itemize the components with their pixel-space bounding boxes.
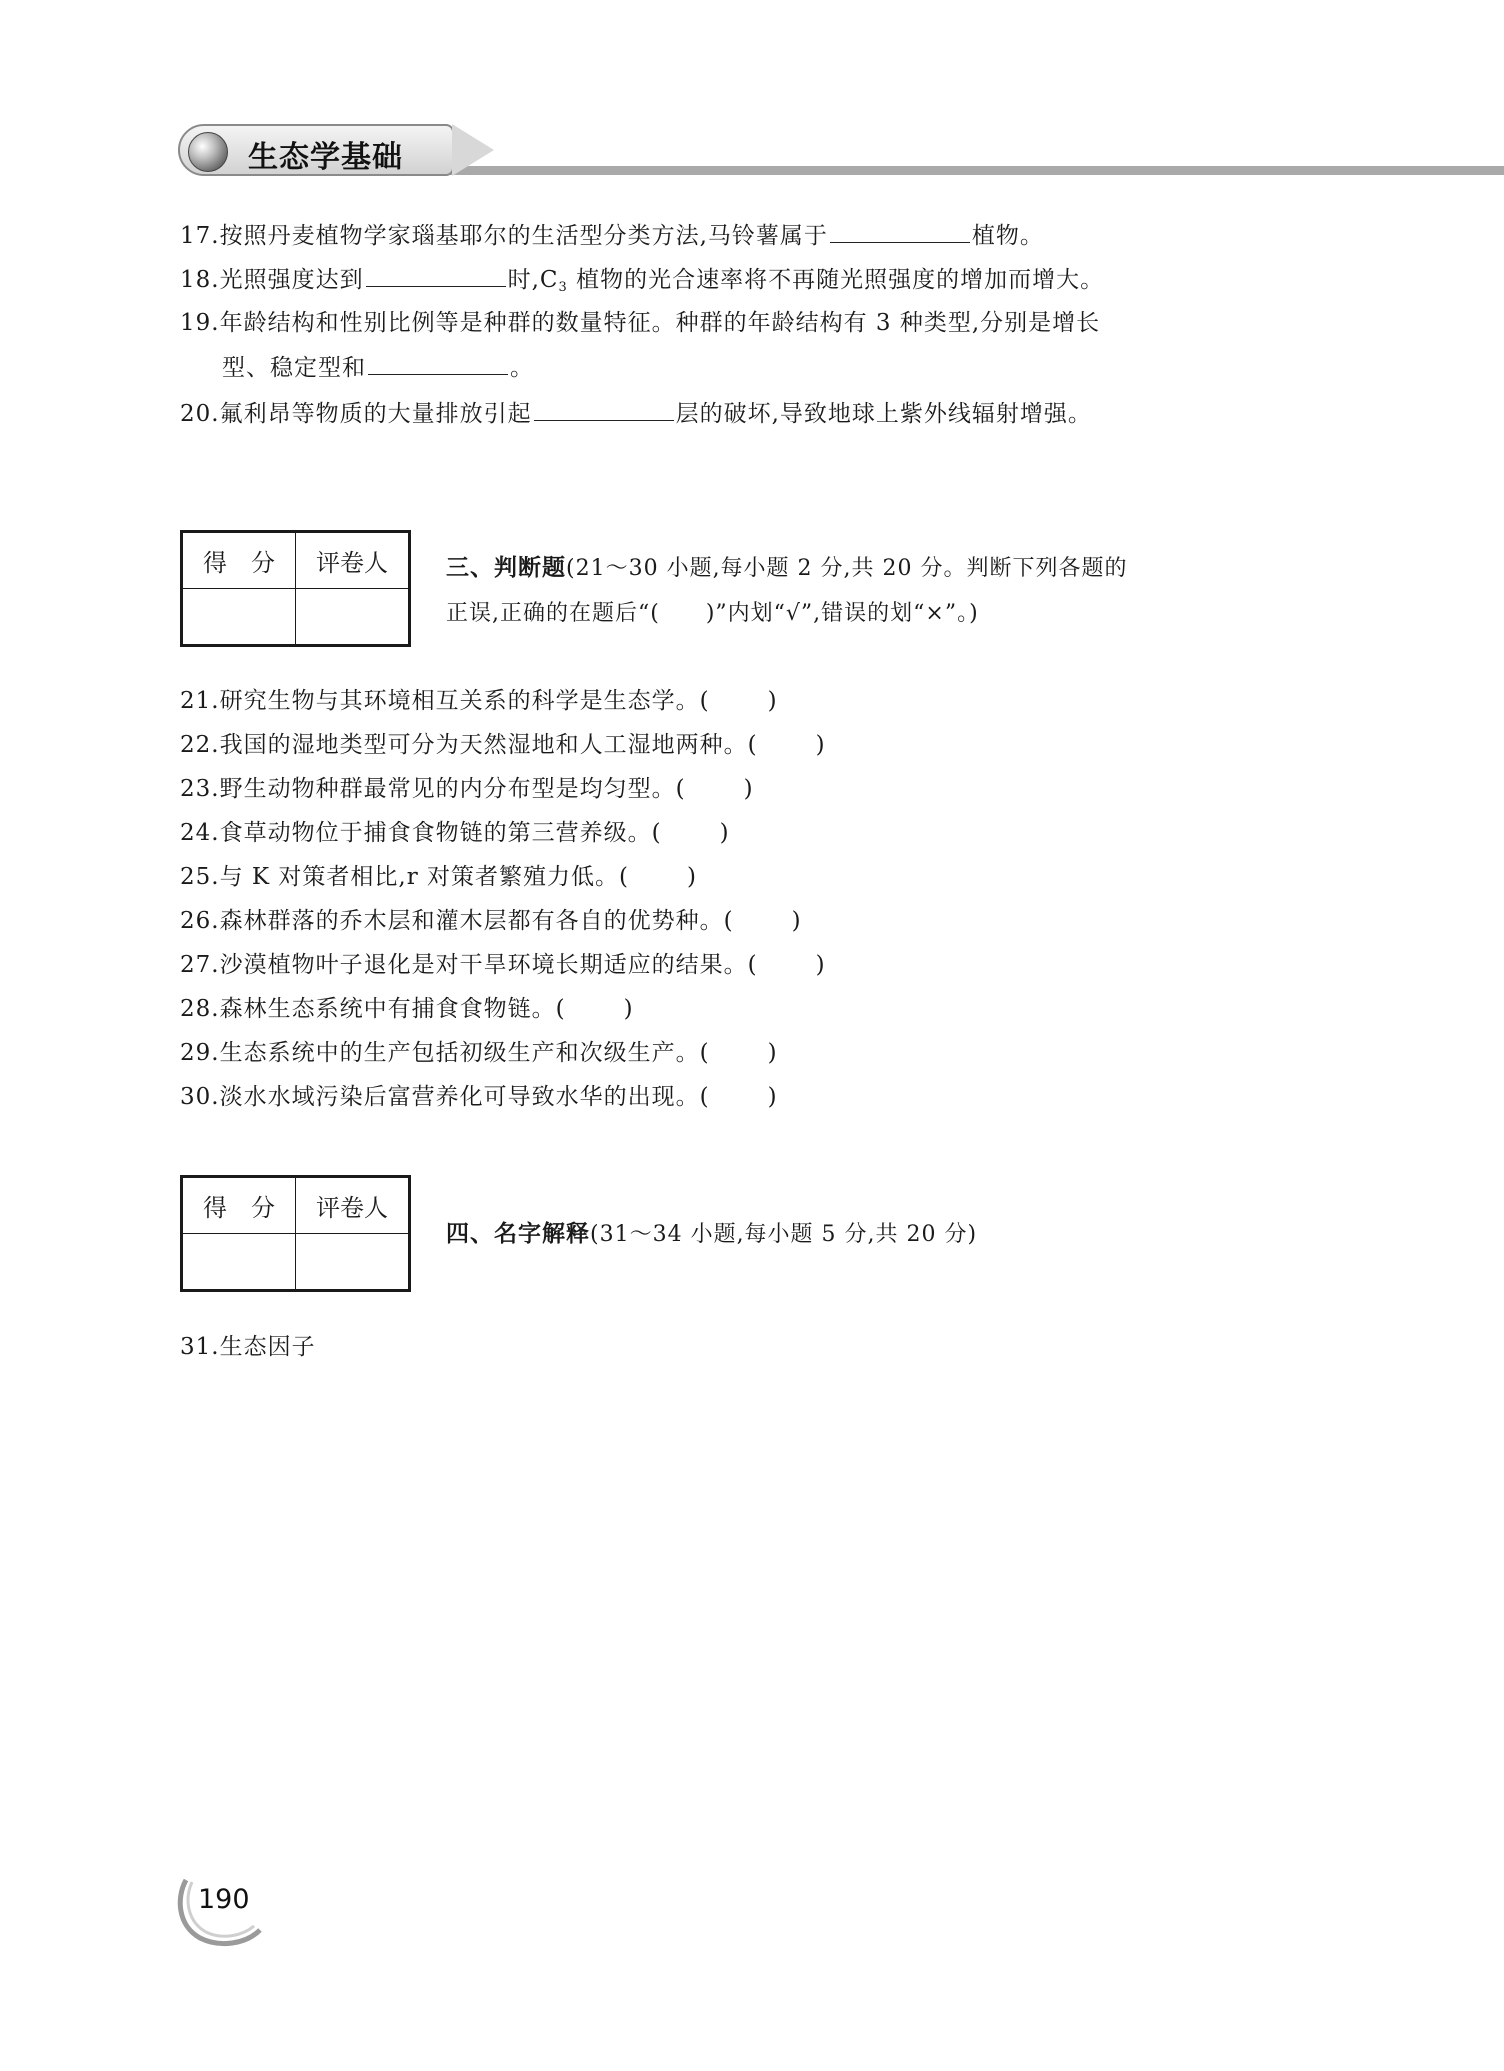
question-22: 22.我国的湿地类型可分为天然湿地和人工湿地两种。( )	[180, 732, 826, 758]
question-text: 19.年龄结构和性别比例等是种群的数量特征。种群的年龄结构有 3 种类型,分别是增长	[180, 310, 1101, 336]
question-text: 型、稳定型和	[222, 355, 366, 381]
section-title: 四、名字解释	[446, 1220, 590, 1247]
score-header: 得 分	[182, 532, 296, 589]
header-title: 生态学基础	[248, 140, 403, 175]
header-rule	[428, 166, 1504, 175]
section-4-heading	[446, 1211, 977, 1258]
question-20	[180, 398, 1092, 429]
score-header: 得 分	[182, 1177, 296, 1234]
section-3-desc	[446, 591, 979, 637]
question-text: 植物。	[971, 223, 1044, 249]
question-text: 时,C	[507, 267, 559, 293]
sphere-icon	[188, 132, 228, 172]
score-table-4	[180, 1175, 411, 1292]
section-desc: 正误,正确的在题后“( )”内划“√”,错误的划“×”。)	[446, 601, 979, 626]
answer-blank[interactable]	[368, 352, 508, 375]
question-28: 28.森林生态系统中有捕食食物链。( )	[180, 996, 634, 1022]
question-text: 17.按照丹麦植物学家瑙基耶尔的生活型分类方法,马铃薯属于	[180, 223, 828, 249]
question-30: 30.淡水水域污染后富营养化可导致水华的出现。( )	[180, 1084, 778, 1110]
page-number-text: 190	[198, 1884, 250, 1915]
question-17	[180, 220, 1044, 251]
question-18	[180, 264, 1104, 303]
section-desc: (31～34 小题,每小题 5 分,共 20 分)	[590, 1222, 978, 1247]
header-tab	[178, 124, 454, 176]
score-cell[interactable]	[182, 589, 296, 646]
question-text: 18.光照强度达到	[180, 267, 364, 293]
question-31: 31.生态因子	[180, 1334, 316, 1360]
section-3-heading	[446, 545, 1128, 592]
grader-cell[interactable]	[296, 589, 410, 646]
answer-blank[interactable]	[830, 220, 970, 243]
section-title: 三、判断题	[446, 554, 566, 581]
question-text: 层的破坏,导致地球上紫外线辐射增强。	[675, 401, 1092, 427]
question-25: 25.与 K 对策者相比,r 对策者繁殖力低。( )	[180, 864, 697, 890]
question-text: 植物的光合速率将不再随光照强度的增加而增大。	[576, 267, 1105, 293]
page-number	[172, 1872, 268, 1952]
question-24: 24.食草动物位于捕食食物链的第三营养级。( )	[180, 820, 730, 846]
question-text: 。	[510, 355, 534, 381]
question-26: 26.森林群落的乔木层和灌木层都有各自的优势种。( )	[180, 908, 802, 934]
grader-cell[interactable]	[296, 1234, 410, 1291]
question-19	[180, 308, 1100, 338]
grader-header: 评卷人	[296, 532, 410, 589]
answer-blank[interactable]	[366, 264, 506, 287]
score-cell[interactable]	[182, 1234, 296, 1291]
question-27: 27.沙漠植物叶子退化是对干旱环境长期适应的结果。( )	[180, 952, 826, 978]
question-21: 21.研究生物与其环境相互关系的科学是生态学。( )	[180, 688, 778, 714]
question-text: 20.氟利昂等物质的大量排放引起	[180, 401, 532, 427]
page-header	[178, 122, 1504, 182]
answer-blank[interactable]	[534, 398, 674, 421]
question-19-cont	[222, 352, 534, 383]
question-23: 23.野生动物种群最常见的内分布型是均匀型。( )	[180, 776, 754, 802]
question-29: 29.生态系统中的生产包括初级生产和次级生产。( )	[180, 1040, 778, 1066]
subscript: 3	[558, 280, 568, 295]
section-desc: (21～30 小题,每小题 2 分,共 20 分。判断下列各题的	[566, 556, 1128, 581]
score-table-3	[180, 530, 411, 647]
grader-header: 评卷人	[296, 1177, 410, 1234]
